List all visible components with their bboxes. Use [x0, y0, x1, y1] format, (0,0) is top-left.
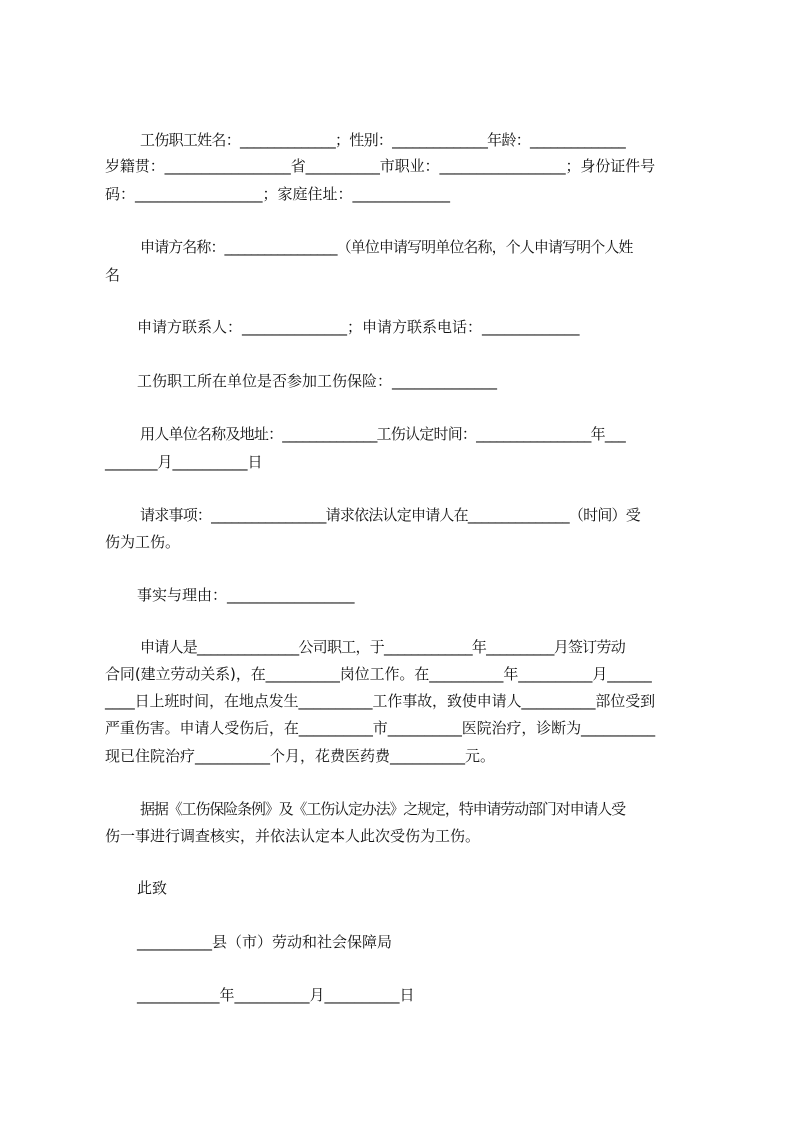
- facts-paragraph-line-1: 申请人是_______________公司职工，于_____________年__________月签订劳动: [140, 638, 625, 656]
- worker-info-line-3: 码：_________________；家庭住址：_____________: [105, 185, 451, 203]
- legal-basis-line-1: 据据《工伤保险条例》及《工伤认定办法》之规定，特申请劳动部门对申请人受: [140, 800, 625, 818]
- applicant-contact-line: 申请方联系人：______________；申请方联系电话：_____________: [137, 318, 580, 336]
- request-line-2: 伤为工伤。: [105, 533, 181, 551]
- facts-paragraph-line-3: ____日上班时间，在地点发生__________工作事故，致使申请人__________部位受到: [105, 692, 656, 710]
- closing-salutation: 此致: [137, 879, 168, 897]
- facts-reason-line: 事实与理由：_________________: [137, 586, 355, 604]
- applicant-name-line-1: 申请方名称：_________________（单位申请写明单位名称，个人申请写明个人姓: [140, 238, 633, 256]
- facts-paragraph-line-2: 合同(建立劳动关系)，在__________岗位工作。在__________年__________月______: [105, 665, 652, 683]
- worker-info-line-2: 岁籍贯：_________________省__________市职业：_________________；身份证件号: [105, 157, 655, 175]
- applicant-name-line-2: 名: [105, 266, 121, 284]
- date-line: ___________年__________月__________日: [137, 986, 415, 1004]
- worker-info-line-1: 工伤职工姓名：______________；性别：______________年龄：______________: [140, 131, 626, 149]
- facts-paragraph-line-4: 严重伤害。申请人受伤后，在__________市__________医院治疗，诊断为__________: [105, 719, 656, 737]
- insurance-status-line: 工伤职工所在单位是否参加工伤保险：______________: [137, 372, 498, 390]
- request-line-1: 请求事项：_________________请求依法认定申请人在_______________（时间）受: [140, 506, 641, 524]
- employer-line-1: 用人单位名称及地址：______________工伤认定时间：_________________年___: [140, 425, 626, 443]
- employer-line-2: _______月__________日: [105, 453, 263, 471]
- facts-paragraph-line-5: 现已住院治疗__________个月，花费医药费__________元。: [105, 747, 496, 765]
- legal-basis-line-2: 伤一事进行调查核实，并依法认定本人此次受伤为工伤。: [105, 827, 481, 845]
- recipient-bureau-line: __________县（市）劳动和社会保障局: [137, 933, 393, 951]
